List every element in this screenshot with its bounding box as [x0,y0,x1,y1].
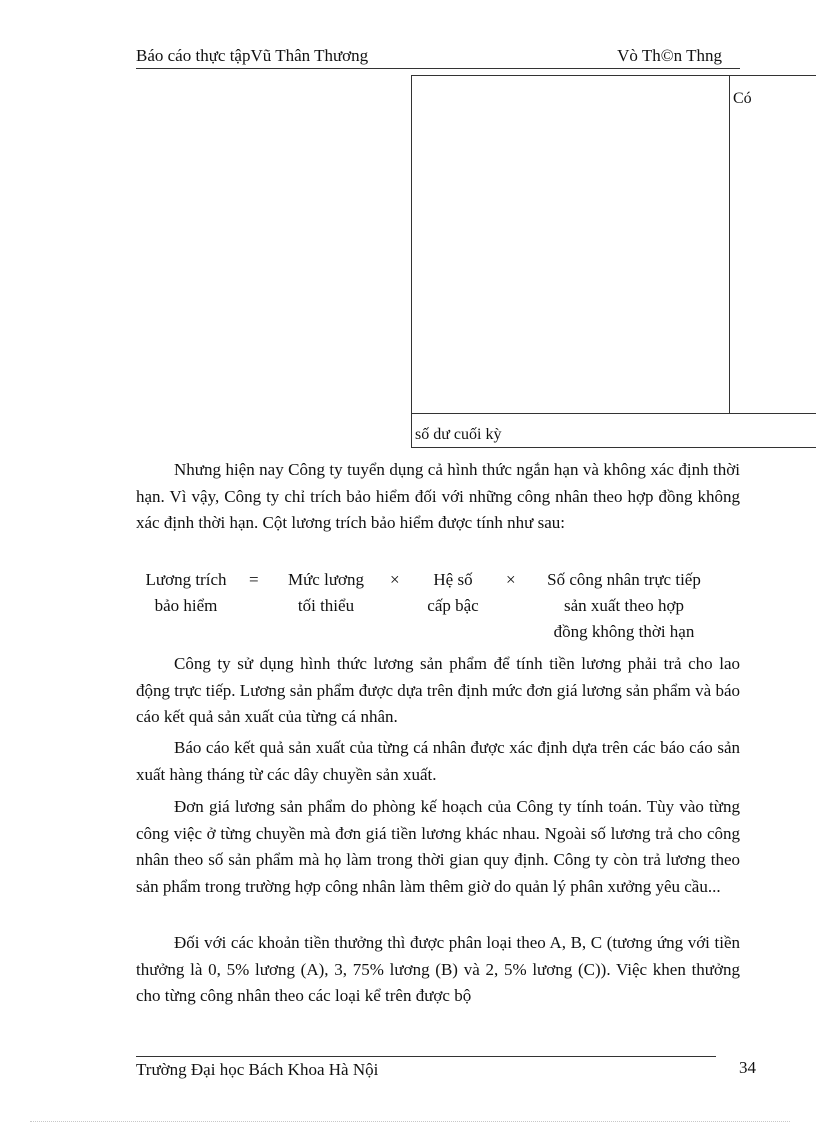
formula-term-line: Mức lương [287,570,365,589]
paragraph-unit-price: Đơn giá lương sản phẩm do phòng kế hoạch của Công ty tính toán. Tùy vào từng công việc ở từng chuyền mà đơn giá tiền lương khác nhau. Ngoài số lương trả cho công nhân theo số sản phẩm mà họ làm trong thời gian quy định. Công ty còn trả lương theo sản phẩm trong trường hợp công nhân làm thêm giờ do quản lý phân xưởng yêu cầu... [136,797,740,896]
paragraph-insurance-intro: Nhưng hiện nay Công ty tuyển dụng cả hình thức ngắn hạn và không xác định thời hạn. Vì vậy, Công ty chỉ trích bảo hiểm đối với những công nhân theo hợp đồng không xác định thời hạn. Cột lương trích bảo hiểm được tính như sau: [136,460,740,532]
page-bottom-dotted-border [30,1121,790,1122]
ledger-body-cell [411,75,816,414]
insurance-formula [136,567,740,647]
paragraph-production-report: Báo cáo kết quả sản xuất của từng cá nhân được xác định dựa trên các báo cáo sản xuất hàng tháng từ các dây chuyền sản xuất. [136,738,740,784]
paragraph-product-wage: Công ty sử dụng hình thức lương sản phẩm để tính tiền lương phải trả cho lao động trực tiếp. Lương sản phẩm được dựa trên định mức đơn giá lương sản phẩm và báo cáo kết quả sản xuất của từng cá nhân. [136,654,740,726]
formula-times: × [506,570,516,589]
footer-rule [136,1056,716,1057]
formula-term-line: tối thiểu [297,596,355,615]
ledger-closing-balance-label: số dư cuối kỳ [415,426,502,443]
ledger-column-divider [729,75,730,414]
formula-term-line: Lương trích [145,570,227,589]
formula-term-insurance-salary [136,567,236,619]
formula-term-worker-count [529,567,719,645]
page-number: 34 [739,1058,756,1077]
formula-term-line: Hệ số [433,570,473,589]
formula-term-minimum-wage [276,567,376,619]
ledger-credit-label: Có [733,90,752,107]
header-rule [136,68,740,69]
footer-school-name: Trường Đại học Bách Khoa Hà Nội [136,1060,379,1079]
formula-times: × [390,570,400,589]
header-author-name: Vò Th©n Thng [617,46,722,65]
ledger-table [411,75,816,448]
formula-term-line: đồng không thời hạn [553,622,695,641]
formula-term-grade-coefficient [414,567,492,619]
formula-term-line: bảo hiểm [154,596,218,615]
header-report-title: Báo cáo thực tậpVũ Thân Thương [136,46,369,65]
ledger-closing-balance-row [411,414,816,448]
formula-term-line: Số công nhân trực tiếp [547,570,701,589]
formula-equals: = [249,570,259,589]
page-header [136,46,740,68]
formula-term-line: cấp bậc [427,596,479,615]
paragraph-bonus-classification: Đối với các khoản tiền thưởng thì được phân loại theo A, B, C (tương ứng với tiền thưởng là 0, 5% lương (A), 3, 75% lương (B) và 2, 5% lương (C)). Việc khen thưởng cho từng công nhân theo các loại kể trên được bộ [136,933,740,1005]
formula-term-line: sản xuất theo hợp [564,596,684,615]
